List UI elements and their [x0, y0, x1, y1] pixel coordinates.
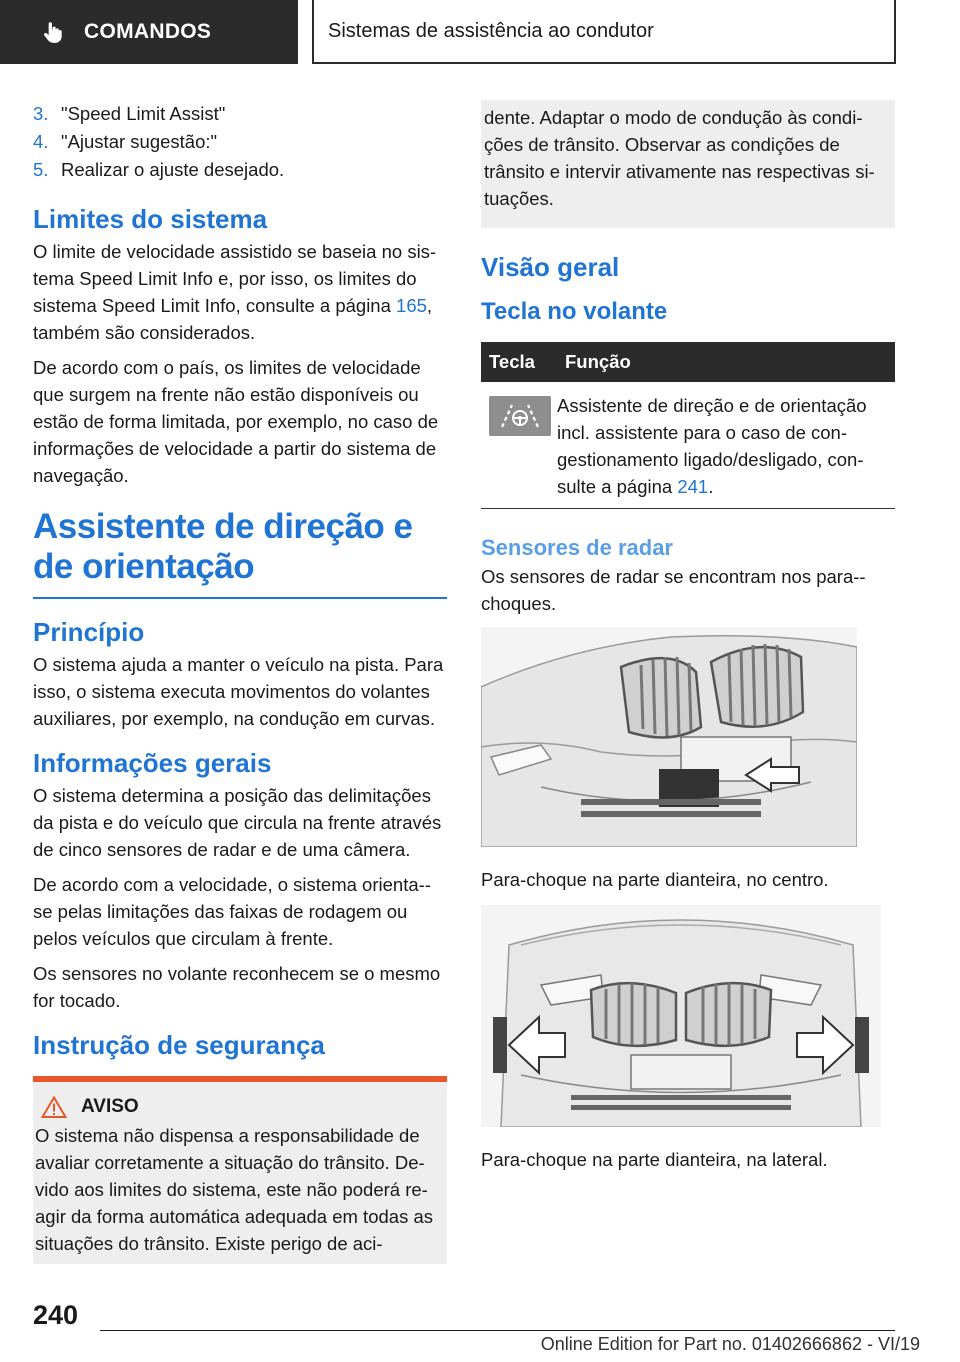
- general-info-heading: Informações gerais: [33, 748, 272, 778]
- list-item: 4. "Ajustar sugestão:": [33, 131, 218, 152]
- table-row: [481, 382, 895, 509]
- overview-heading: Visão geral: [481, 252, 620, 282]
- bumper-center-image: [481, 627, 895, 852]
- steering-key-heading: Tecla no volante: [481, 298, 668, 325]
- warning-box: [33, 1076, 447, 1264]
- page-link-165[interactable]: 165: [396, 295, 427, 316]
- warning-triangle-icon: [41, 1096, 67, 1118]
- column-header-key: Tecla: [481, 342, 557, 382]
- function-cell: Assistente de direção e de orientação incl. assistente para o caso de con-gestionamento ligado/desligado, con-sulte a página 241.: [557, 382, 895, 509]
- general-info-paragraph-2: De acordo com a velocidade, o sistema orienta--se pelas limitações das faixas de rodagem ou pelos veículos que circulam à frente.: [33, 874, 431, 949]
- step-list: [33, 100, 447, 184]
- radar-sensors-heading: Sensores de radar: [481, 535, 673, 560]
- principle-paragraph: O sistema ajuda a manter o veículo na pista. Para isso, o sistema executa movimentos do volantes auxiliares, por exemplo, na condução em curvas.: [33, 654, 444, 729]
- car-front-center-illustration: [481, 627, 857, 847]
- page-number: 240: [33, 1300, 79, 1330]
- right-column: [481, 100, 895, 1173]
- figure-caption-1: Para-choque na parte dianteira, no centro.: [481, 869, 829, 890]
- list-item: 5. Realizar o ajuste desejado.: [33, 159, 285, 180]
- key-icon-cell: [481, 382, 557, 509]
- general-info-paragraph-1: O sistema determina a posição das delimitações da pista e do veículo que circula na frente através de cinco sensores de radar e de uma câmera.: [33, 785, 442, 860]
- car-front-side-illustration: [481, 905, 881, 1127]
- main-section-title: Assistente de direção e de orientação: [33, 507, 447, 599]
- key-function-table: [481, 342, 895, 509]
- left-column: [33, 100, 447, 1264]
- warning-title: AVISO: [35, 1096, 435, 1118]
- warning-continuation-box: dente. Adaptar o modo de condução às condi-ções de trânsito. Observar as condições de trânsito e intervir ativamente nas respectivas si-tuações.: [481, 100, 895, 228]
- limits-heading: Limites do sistema: [33, 204, 268, 234]
- limits-paragraph: O limite de velocidade assistido se baseia no sis-tema Speed Limit Info e, por isso, os limites do sistema Speed Limit Info, consulte a página 165, também são considerados.: [33, 241, 437, 343]
- list-item: 3. "Speed Limit Assist": [33, 103, 226, 124]
- section-tab: [312, 0, 896, 64]
- principle-heading: Princípio: [33, 617, 145, 647]
- edition-info: Online Edition for Part no. 01402666862 - VI/19: [540, 1334, 920, 1354]
- figure-caption-2: Para-choque na parte dianteira, na lateral.: [481, 1149, 828, 1170]
- chapter-title: COMANDOS: [84, 20, 212, 43]
- general-info-paragraph-3: Os sensores no volante reconhecem se o mesmo for tocado.: [33, 963, 441, 1011]
- limits-paragraph-2: De acordo com o país, os limites de velocidade que surgem na frente não estão disponíveis ou estão de forma limitada, por exemplo, no caso de informações de velocidade a partir do sistema de navegação.: [33, 357, 439, 486]
- table-header-row: [481, 342, 895, 382]
- page-header: [0, 0, 960, 64]
- steering-assist-button-icon: [489, 396, 551, 436]
- footer-divider: [100, 1330, 895, 1331]
- section-title: Sistemas de assistência ao condutor: [328, 19, 654, 42]
- hand-pointer-icon: [40, 19, 66, 45]
- chapter-tab: [0, 0, 298, 64]
- page-link-241[interactable]: 241: [677, 476, 709, 497]
- safety-heading: Instrução de segurança: [33, 1030, 325, 1060]
- bumper-side-image: [481, 905, 895, 1132]
- radar-paragraph: Os sensores de radar se encontram nos para--choques.: [481, 566, 866, 614]
- column-header-function: Função: [557, 342, 895, 382]
- warning-text: O sistema não dispensa a responsabilidade de avaliar corretamente a situação do trânsito. De-vido aos limites do sistema, este não poderá re-agir da forma automática adequada em todas as situações do trânsito. Existe perigo de aci-: [35, 1125, 433, 1254]
